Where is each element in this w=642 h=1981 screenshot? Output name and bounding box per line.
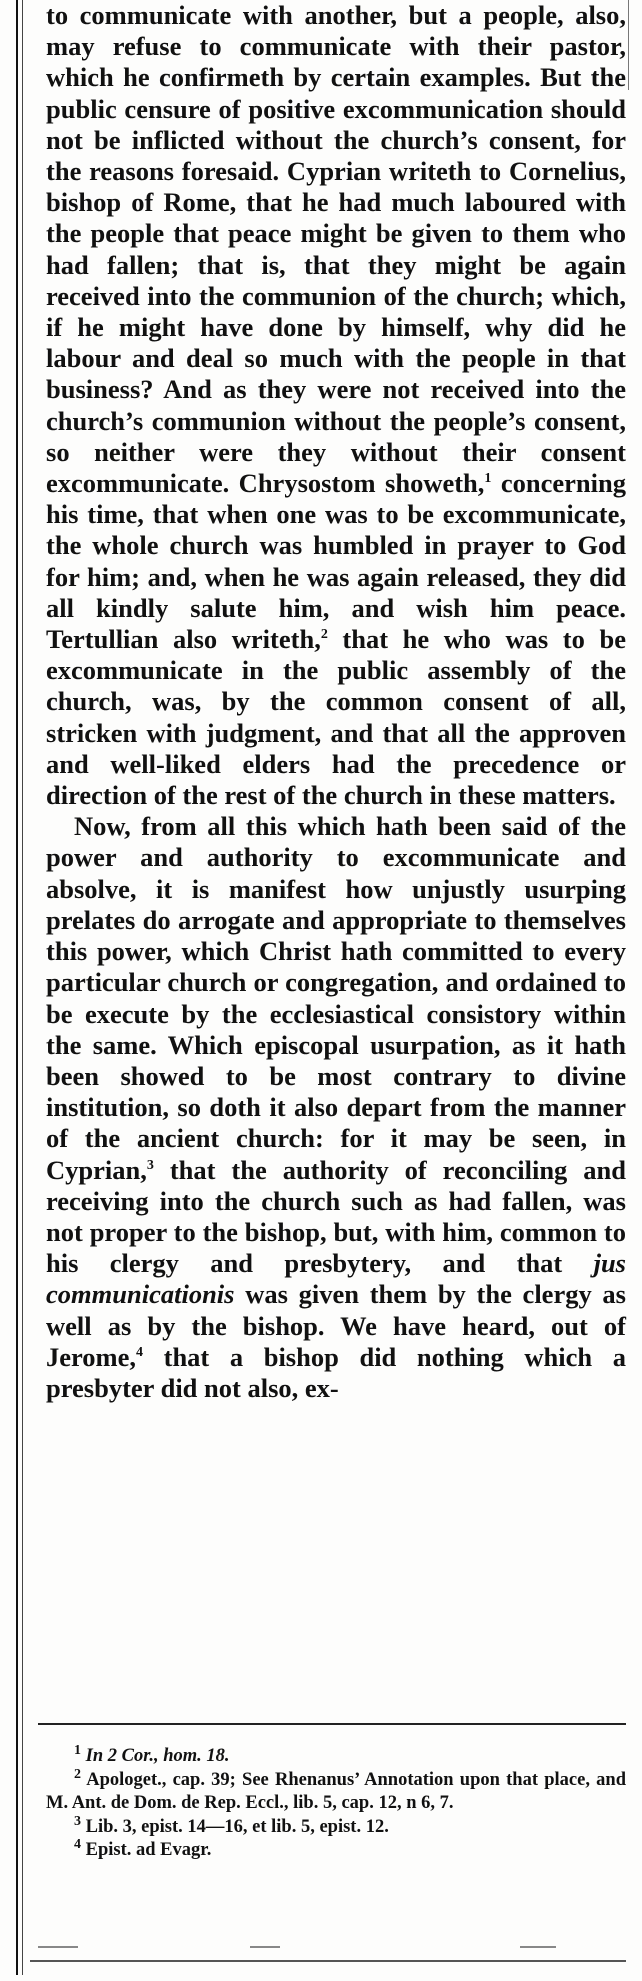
footnote-ref-3: 3	[146, 1157, 154, 1173]
footnote-3: $^3$ Lib. 3, epist. 14—16, et lib. 5, epist. 12.	[74, 1813, 389, 1837]
footnote-4: $^4$ Epist. ad Evagr.	[74, 1836, 212, 1860]
bottom-dash	[250, 1946, 280, 1948]
body-text	[46, 0, 626, 1404]
footnote-2: $^2$ Apologet., cap. 39; See Rhenanus’ Annotation upon that place, and M. Ant. de Dom. de Rep. Eccl., lib. 5, cap. 12, n 6, 7.	[46, 1766, 626, 1813]
paragraph-1: to communicate with another, but a people, also, may refuse to communicate with their pastor, which he confirmeth by certain examples. But the public censure of positive excommunication should not be inflicted without the church’s consent, for the reasons foresaid. Cyprian writeth to Cornelius, bishop of Rome, that he had much laboured with the people that peace might be given to them who had fallen; that is, that they might be again received into the communion of the church; which, if he might have done by himself, why did he labour and deal so much with the people in that business? And as they were not received into the church’s communion without the people’s consent, so neither were they without their consent excommunicate. Chrysostom showeth,$^1$ concerning his time, that when one was to be excommunicate, the whole church was humbled in prayer to God for him; and, when he was again released, they did all kindly salute him, and wish him peace. Tertullian also writeth,$^2$ that he who was to be excommunicate in the public assembly of the church, was, by the common consent of all, stricken with judgment, and that all the approven and well-liked elders had the precedence or direction of the rest of the church in these matters.	[46, 0, 626, 811]
left-margin-rule	[16, 0, 18, 1975]
left-margin-rule-thin	[22, 0, 23, 1975]
bottom-dash	[38, 1946, 78, 1948]
right-margin-rule	[628, 0, 629, 90]
bottom-dash	[520, 1946, 556, 1948]
footnote-ref-1: 1	[484, 471, 492, 487]
footnotes	[46, 1742, 626, 1863]
footnote-1: $^1$ In 2 Cor., hom. 18.	[74, 1742, 230, 1766]
footnote-ref-2: 2	[320, 627, 328, 643]
latin-phrase: jus communicationis	[46, 1248, 626, 1310]
footnote-divider	[38, 1723, 626, 1725]
paragraph-2: Now, from all this which hath been said of the power and authority to excommunicate and absolve, it is manifest how unjustly usurping prelates do arrogate and appropriate to themselves this power, which Christ hath committed to every particular church or congregation, and ordained to be execute by the ecclesiastical consistory within the same. Which episcopal usurpation, as it hath been showed to be most contrary to divine institution, so doth it also depart from the manner of the ancient church: for it may be seen, in Cyprian,$^3$ that the authority of reconciling and receiving into the church such as had fallen, was not proper to the bishop, but, with him, common to his clergy and presbytery, and that jus communicationis was given them by the clergy as well as by the bishop. We have heard, out of Jerome,$^4$ that a bishop did nothing which a presbyter did not also, ex-	[46, 811, 626, 1403]
bottom-rule	[30, 1960, 626, 1962]
footnote-ref-4: 4	[136, 1344, 144, 1360]
